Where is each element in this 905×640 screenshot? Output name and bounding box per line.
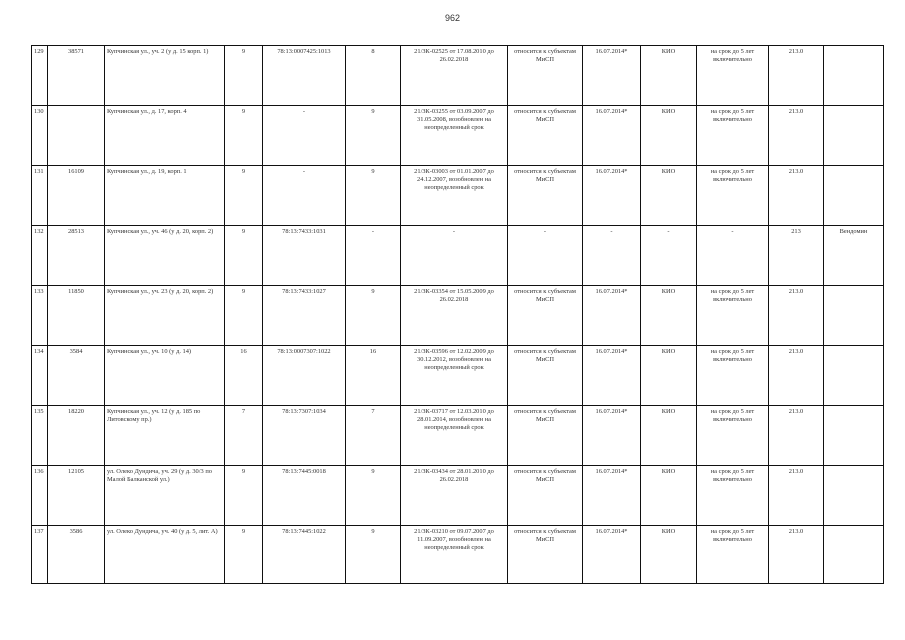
- date-cell: 16.07.2014*: [583, 406, 641, 466]
- sme-status-cell: -: [508, 226, 583, 286]
- authority-cell: КИО: [641, 286, 697, 346]
- table-row: [32, 106, 884, 166]
- date-cell: 16.07.2014*: [583, 46, 641, 106]
- term-cell: на срок до 5 лет включительно: [697, 166, 769, 226]
- address-cell: Купчинская ул., уч. 23 (у д. 20, корп. 2): [105, 286, 225, 346]
- date-cell: 16.07.2014*: [583, 106, 641, 166]
- authority-cell: КИО: [641, 166, 697, 226]
- term-cell: на срок до 5 лет включительно: [697, 526, 769, 584]
- cadastral-number-cell: 78:13:7433:1027: [263, 286, 346, 346]
- note-cell: [824, 466, 884, 526]
- code-cell: 213.0: [769, 406, 824, 466]
- table-body: [32, 46, 884, 584]
- registry-table: [31, 45, 884, 584]
- places-count-cell: 9: [346, 526, 401, 584]
- code-cell: 213.0: [769, 166, 824, 226]
- term-cell: на срок до 5 лет включительно: [697, 406, 769, 466]
- places-count-cell: 9: [346, 106, 401, 166]
- row-number-cell: 129: [32, 46, 48, 106]
- places-count-cell: 9: [346, 166, 401, 226]
- note-cell: [824, 346, 884, 406]
- address-cell: Купчинская ул., уч. 10 (у д. 14): [105, 346, 225, 406]
- places-count-cell: 8: [346, 46, 401, 106]
- contract-cell: 21/ЗК-03596 от 12.02.2009 до 30.12.2012, возобновлен на неопределенный срок: [401, 346, 508, 406]
- cadastral-number-cell: 78:13:7445:1022: [263, 526, 346, 584]
- row-number-cell: 131: [32, 166, 48, 226]
- note-cell: Вендомин: [824, 226, 884, 286]
- contract-cell: 21/ЗК-03210 от 09.07.2007 до 11.09.2007, возобновлен на неопределенный срок: [401, 526, 508, 584]
- authority-cell: КИО: [641, 406, 697, 466]
- note-cell: [824, 526, 884, 584]
- cadastral-number-cell: 78:13:7445:0018: [263, 466, 346, 526]
- contract-cell: 21/ЗК-02525 от 17.08.2010 до 26.02.2018: [401, 46, 508, 106]
- district-code-cell: 9: [225, 226, 263, 286]
- sme-status-cell: относится к субъектам МиСП: [508, 526, 583, 584]
- contract-cell: 21/ЗК-03717 от 12.03.2010 до 28.01.2014, возобновлен на неопределенный срок: [401, 406, 508, 466]
- code-cell: 213: [769, 226, 824, 286]
- district-code-cell: 16: [225, 346, 263, 406]
- note-cell: [824, 406, 884, 466]
- district-code-cell: 9: [225, 286, 263, 346]
- date-cell: -: [583, 226, 641, 286]
- authority-cell: КИО: [641, 466, 697, 526]
- authority-cell: КИО: [641, 526, 697, 584]
- note-cell: [824, 286, 884, 346]
- row-number-cell: 136: [32, 466, 48, 526]
- row-number-cell: 132: [32, 226, 48, 286]
- sme-status-cell: относится к субъектам МиСП: [508, 106, 583, 166]
- code-cell: 213.0: [769, 106, 824, 166]
- registry-id-cell: 3586: [48, 526, 105, 584]
- note-cell: [824, 106, 884, 166]
- row-number-cell: 135: [32, 406, 48, 466]
- table-row: [32, 226, 884, 286]
- term-cell: на срок до 5 лет включительно: [697, 466, 769, 526]
- code-cell: 213.0: [769, 466, 824, 526]
- contract-cell: -: [401, 226, 508, 286]
- row-number-cell: 133: [32, 286, 48, 346]
- table-row: [32, 346, 884, 406]
- term-cell: на срок до 5 лет включительно: [697, 286, 769, 346]
- address-cell: Купчинская ул., уч. 2 (у д. 15 корп. 1): [105, 46, 225, 106]
- contract-cell: 21/ЗК-03434 от 28.01.2010 до 26.02.2018: [401, 466, 508, 526]
- registry-id-cell: [48, 106, 105, 166]
- table-row: [32, 286, 884, 346]
- sme-status-cell: относится к субъектам МиСП: [508, 46, 583, 106]
- code-cell: 213.0: [769, 46, 824, 106]
- district-code-cell: 9: [225, 166, 263, 226]
- table-row: [32, 406, 884, 466]
- district-code-cell: 9: [225, 46, 263, 106]
- note-cell: [824, 46, 884, 106]
- places-count-cell: 7: [346, 406, 401, 466]
- term-cell: на срок до 5 лет включительно: [697, 46, 769, 106]
- table-row: [32, 526, 884, 584]
- code-cell: 213.0: [769, 526, 824, 584]
- address-cell: Купчинская ул., уч. 46 (у д. 20, корп. 2): [105, 226, 225, 286]
- row-number-cell: 130: [32, 106, 48, 166]
- address-cell: Купчинская ул., д. 17, корп. 4: [105, 106, 225, 166]
- registry-id-cell: 16109: [48, 166, 105, 226]
- sme-status-cell: относится к субъектам МиСП: [508, 466, 583, 526]
- district-code-cell: 9: [225, 106, 263, 166]
- cadastral-number-cell: -: [263, 106, 346, 166]
- table-row: [32, 166, 884, 226]
- cadastral-number-cell: 78:13:7433:1031: [263, 226, 346, 286]
- places-count-cell: 9: [346, 466, 401, 526]
- address-cell: Купчинская ул., д. 19, корп. 1: [105, 166, 225, 226]
- registry-id-cell: 38571: [48, 46, 105, 106]
- contract-cell: 21/ЗК-03354 от 15.05.2009 до 26.02.2018: [401, 286, 508, 346]
- authority-cell: КИО: [641, 46, 697, 106]
- date-cell: 16.07.2014*: [583, 466, 641, 526]
- authority-cell: -: [641, 226, 697, 286]
- cadastral-number-cell: 78:13:0007307:1022: [263, 346, 346, 406]
- code-cell: 213.0: [769, 346, 824, 406]
- date-cell: 16.07.2014*: [583, 346, 641, 406]
- authority-cell: КИО: [641, 346, 697, 406]
- places-count-cell: -: [346, 226, 401, 286]
- address-cell: ул. Олеко Дундича, уч. 40 (у д. 5, лит. А): [105, 526, 225, 584]
- district-code-cell: 9: [225, 466, 263, 526]
- district-code-cell: 7: [225, 406, 263, 466]
- table-row: [32, 46, 884, 106]
- cadastral-number-cell: 78:13:7307:1034: [263, 406, 346, 466]
- address-cell: Купчинская ул., уч. 12 (у д. 185 по Литовскому пр.): [105, 406, 225, 466]
- term-cell: -: [697, 226, 769, 286]
- registry-id-cell: 28513: [48, 226, 105, 286]
- registry-id-cell: 11850: [48, 286, 105, 346]
- sme-status-cell: относится к субъектам МиСП: [508, 346, 583, 406]
- authority-cell: КИО: [641, 106, 697, 166]
- places-count-cell: 16: [346, 346, 401, 406]
- address-cell: ул. Олеко Дундича, уч. 29 (у д. 30/3 по Малой Балканской ул.): [105, 466, 225, 526]
- page-number: 962: [444, 13, 461, 23]
- cadastral-number-cell: -: [263, 166, 346, 226]
- district-code-cell: 9: [225, 526, 263, 584]
- sme-status-cell: относится к субъектам МиСП: [508, 286, 583, 346]
- cadastral-number-cell: 78:13:0007425:1013: [263, 46, 346, 106]
- note-cell: [824, 166, 884, 226]
- date-cell: 16.07.2014*: [583, 166, 641, 226]
- code-cell: 213.0: [769, 286, 824, 346]
- registry-id-cell: 3584: [48, 346, 105, 406]
- registry-id-cell: 18220: [48, 406, 105, 466]
- contract-cell: 21/ЗК-03255 от 03.09.2007 до 31.05.2008, возобновлен на неопределенный срок: [401, 106, 508, 166]
- contract-cell: 21/ЗК-03003 от 01.01.2007 до 24.12.2007, возобновлен на неопределенный срок: [401, 166, 508, 226]
- sme-status-cell: относится к субъектам МиСП: [508, 406, 583, 466]
- table-row: [32, 466, 884, 526]
- term-cell: на срок до 5 лет включительно: [697, 346, 769, 406]
- term-cell: на срок до 5 лет включительно: [697, 106, 769, 166]
- registry-id-cell: 12105: [48, 466, 105, 526]
- row-number-cell: 134: [32, 346, 48, 406]
- date-cell: 16.07.2014*: [583, 526, 641, 584]
- date-cell: 16.07.2014*: [583, 286, 641, 346]
- places-count-cell: 9: [346, 286, 401, 346]
- row-number-cell: 137: [32, 526, 48, 584]
- sme-status-cell: относится к субъектам МиСП: [508, 166, 583, 226]
